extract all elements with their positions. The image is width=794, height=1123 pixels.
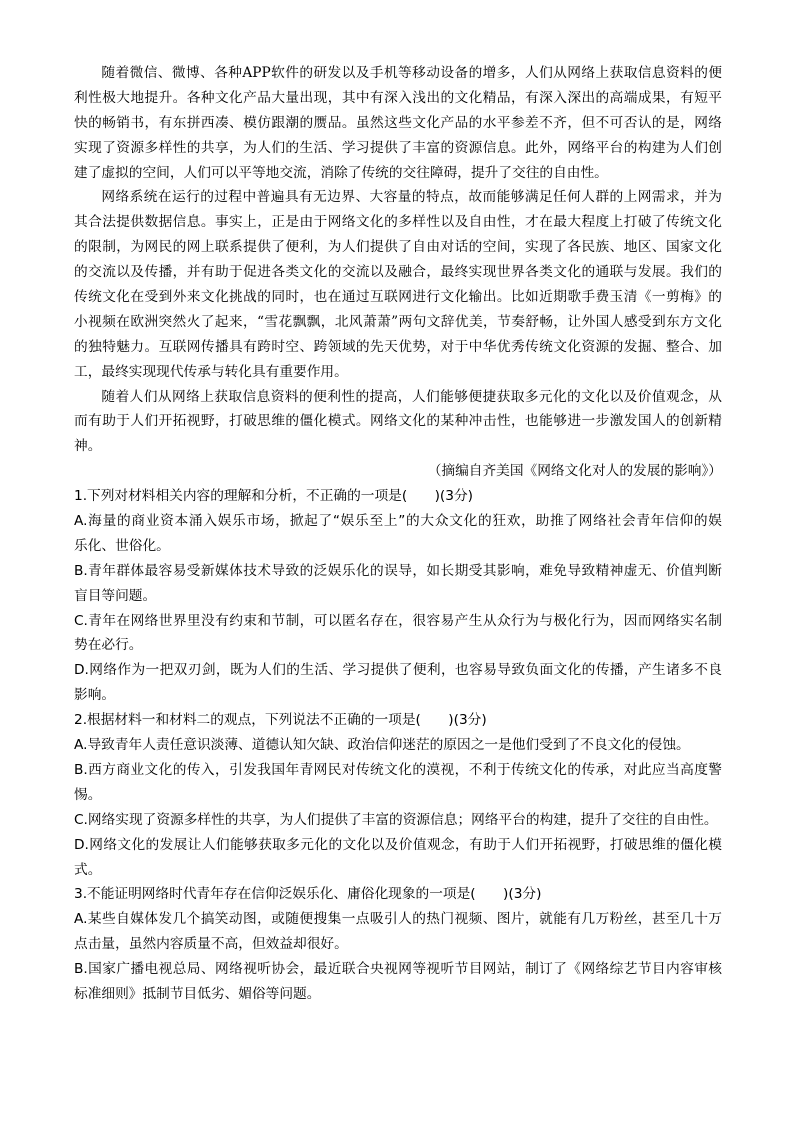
option-a	[74, 733, 722, 758]
option-line: 盲目等问题。	[74, 587, 157, 604]
option-b	[74, 559, 722, 609]
passage-line: 随着微信、微博、各种APP软件的研发以及手机等移动设备的增多，人们从网络上获取信息资料的便	[101, 65, 722, 81]
option-line: 影响。	[74, 687, 116, 704]
passage-line: 的独特魅力。互联网传播具有跨时空、跨领域的先天优势，对于中华优秀传统文化资源的发掘、整合、加	[74, 338, 722, 355]
option-line: A.导致青年人责任意识淡薄、道德认知欠缺、政治信仰迷茫的原因之一是他们受到了不良文化的侵蚀。	[74, 737, 690, 754]
question-stem: 3.不能证明网络时代青年存在信仰泛娱乐化、庸俗化现象的一项是( )(3分)	[74, 886, 542, 903]
option-c	[74, 609, 722, 659]
page-content	[74, 61, 722, 1007]
option-line: 势在必行。	[74, 637, 143, 654]
option-line: B.西方商业文化的传入，引发我国年青网民对传统文化的漠视，不利于传统文化的传承，对此应当高度警	[74, 761, 722, 778]
passage-line: 小视频在欧洲突然火了起来，“雪花飘飘，北风萧萧”两句文辞优美，节奏舒畅，让外国人感受到东方文化	[74, 313, 722, 330]
question-2	[74, 708, 722, 882]
passage	[74, 61, 722, 484]
question-1	[74, 484, 722, 708]
passage-paragraph-1	[74, 61, 722, 185]
option-line: A.海量的商业资本涌入娱乐市场，掀起了“娱乐至上”的大众文化的狂欢，助推了网络社会青年信仰的娱	[74, 513, 722, 530]
passage-line: 工，最终实现现代传承与转化具有重要作用。	[74, 363, 348, 380]
option-a	[74, 907, 722, 957]
option-line: B.国家广播电视总局、网络视听协会，最近联合央视网等视听节目网站，制订了《网络综艺节目内容审核	[74, 961, 722, 978]
option-line: C.网络实现了资源多样性的共享，为人们提供了丰富的资源信息；网络平台的构建，提升了交往的自由性。	[74, 811, 718, 828]
passage-line: 的交流以及传播，并有助于促进各类文化的交流以及融合，最终实现世界各类文化的通联与发展。我们的	[74, 264, 722, 281]
option-a	[74, 509, 722, 559]
passage-line: 随着人们从网络上获取信息资料的便利性的提高，人们能够便捷获取多元化的文化以及价值观念，从	[101, 388, 722, 405]
passage-line: 实现了资源多样性的共享，为人们的生活、学习提供了丰富的资源信息。此外，网络平台的构建为人们创	[74, 139, 722, 156]
passage-paragraph-2	[74, 185, 722, 384]
option-line: B.青年群体最容易受新媒体技术导致的泛娱乐化的误导，如长期受其影响，难免导致精神虚无、价值判断	[74, 562, 722, 579]
passage-line: 而有助于人们开拓视野，打破思维的僵化模式。网络文化的某种冲击性，也能够进一步激发国人的创新精	[74, 413, 722, 430]
passage-line: 建了虚拟的空间，人们可以平等地交流，消除了传统的交往障碍，提升了交往的自由性。	[74, 164, 608, 181]
option-b	[74, 758, 722, 808]
option-line: C.青年在网络世界里没有约束和节制，可以匿名存在，很容易产生从众行为与极化行为，因而网络实名制	[74, 612, 722, 629]
passage-line: 传统文化在受到外来文化挑战的同时，也在通过互联网进行文化输出。比如近期歌手费玉清《一剪梅》的	[74, 289, 722, 306]
option-line: D.网络文化的发展让人们能够获取多元化的文化以及价值观念，有助于人们开拓视野，打破思维的僵化模	[74, 836, 722, 853]
option-line: 标准细则》抵制节目低劣、媚俗等问题。	[74, 985, 321, 1002]
option-c	[74, 808, 722, 833]
passage-line: 快的畅销书，有东拼西凑、模仿跟潮的赝品。虽然这些文化产品的水平参差不齐，但不可否认的是，网络	[74, 114, 722, 131]
question-3	[74, 882, 722, 1006]
passage-line: 网络系统在运行的过程中普遍具有无边界、大容量的特点，故而能够满足任何人群的上网需求，并为	[101, 189, 722, 206]
option-line: 式。	[74, 861, 102, 878]
option-b	[74, 957, 722, 1007]
question-stem: 2.根据材料一和材料二的观点，下列说法不正确的一项是( )(3分)	[74, 712, 487, 729]
option-line: A.某些自媒体发几个搞笑动图，或随便搜集一点吸引人的热门视频、图片，就能有几万粉丝，甚至几十万	[74, 911, 722, 928]
passage-line: 的限制，为网民的网上联系提供了便利，为人们提供了自由对话的空间，实现了各民族、地区、国家文化	[74, 239, 722, 256]
option-line: 点击量，虽然内容质量不高，但效益却很好。	[74, 936, 348, 953]
source-citation: （摘编自齐美国《网络文化对人的发展的影响》）	[427, 463, 722, 480]
passage-paragraph-3	[74, 385, 722, 460]
option-line: 乐化、世俗化。	[74, 537, 170, 554]
passage-line: 其合法提供数据信息。事实上，正是由于网络文化的多样性以及自由性，才在最大程度上打破了传统文化	[74, 214, 722, 231]
passage-line: 神。	[74, 438, 102, 455]
option-d	[74, 658, 722, 708]
option-line: 惕。	[74, 786, 102, 803]
passage-line: 利性极大地提升。各种文化产品大量出现，其中有深入浅出的文化精品，有深入深出的高端成果，有短平	[74, 89, 722, 106]
question-stem: 1.下列对材料相关内容的理解和分析，不正确的一项是( )(3分)	[74, 488, 474, 505]
option-d	[74, 833, 722, 883]
option-line: D.网络作为一把双刃剑，既为人们的生活、学习提供了便利，也容易导致负面文化的传播，产生诸多不良	[74, 662, 722, 679]
